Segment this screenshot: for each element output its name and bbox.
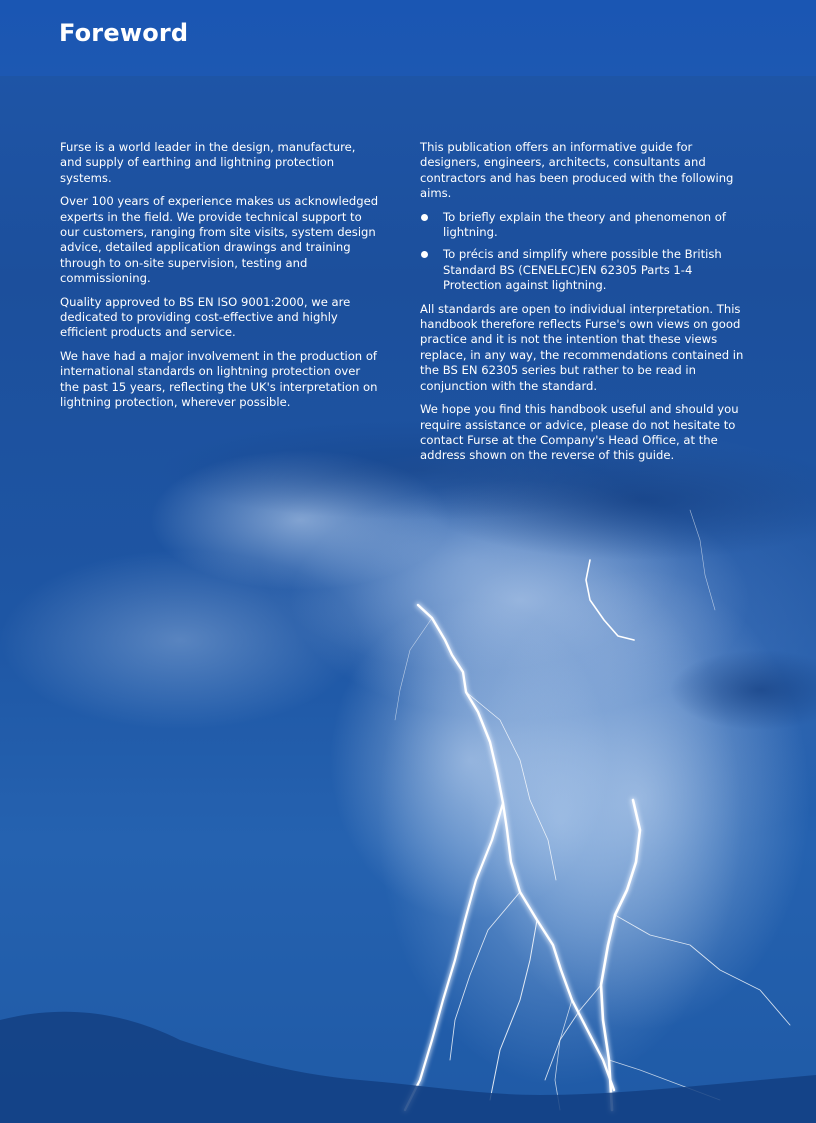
paragraph: We hope you find this handbook useful and should you require assistance or advice, please do not hesitate to contact Furse at the Company's Head Office, at the address shown on the reverse of this guide. — [420, 402, 739, 463]
aims-list — [420, 210, 750, 294]
paragraph: All standards are open to individual interpretation. This handbook therefore reflects Furse's own views on good practice and it is not the intention that these views replace, in any way, the recommendations contained in the BS EN 62305 series but rather to be read in conjunction with the standard. — [420, 301, 744, 393]
paragraph: Quality approved to BS EN ISO 9001:2000, we are dedicated to providing cost-effective and highly efficient products and service. — [60, 294, 351, 340]
paragraph: We have had a major involvement in the production of international standards on lightning protection over the past 15 years, reflecting the UK's interpretation on lightning protection, wherever possible. — [60, 348, 378, 410]
paragraph: Furse is a world leader in the design, manufacture, and supply of earthing and lightning protection systems. — [60, 140, 356, 185]
list-item — [420, 247, 750, 293]
bullet-icon — [421, 251, 428, 258]
page-title: Foreword — [59, 19, 189, 47]
horizon-silhouette — [0, 1012, 816, 1123]
cloud-layer — [0, 420, 816, 1030]
title-band — [0, 0, 816, 76]
right-column — [420, 140, 750, 472]
list-item — [420, 210, 750, 241]
paragraph: Over 100 years of experience makes us acknowledged experts in the field. We provide technical support to our customers, ranging from site visits, system design advice, detailed application drawings and training through to on-site supervision, testing and commissioning. — [60, 194, 379, 286]
bullet-icon — [421, 214, 428, 221]
intro-paragraph: This publication offers an informative guide for designers, engineers, architects, consultants and contractors and has been produced with the following aims. — [420, 140, 734, 201]
left-column — [60, 140, 380, 419]
list-item-text: To précis and simplify where possible the British Standard BS (CENELEC)EN 62305 Parts 1-4 Protection against lightning. — [443, 247, 722, 293]
list-item-text: To briefly explain the theory and phenomenon of lightning. — [443, 209, 726, 240]
